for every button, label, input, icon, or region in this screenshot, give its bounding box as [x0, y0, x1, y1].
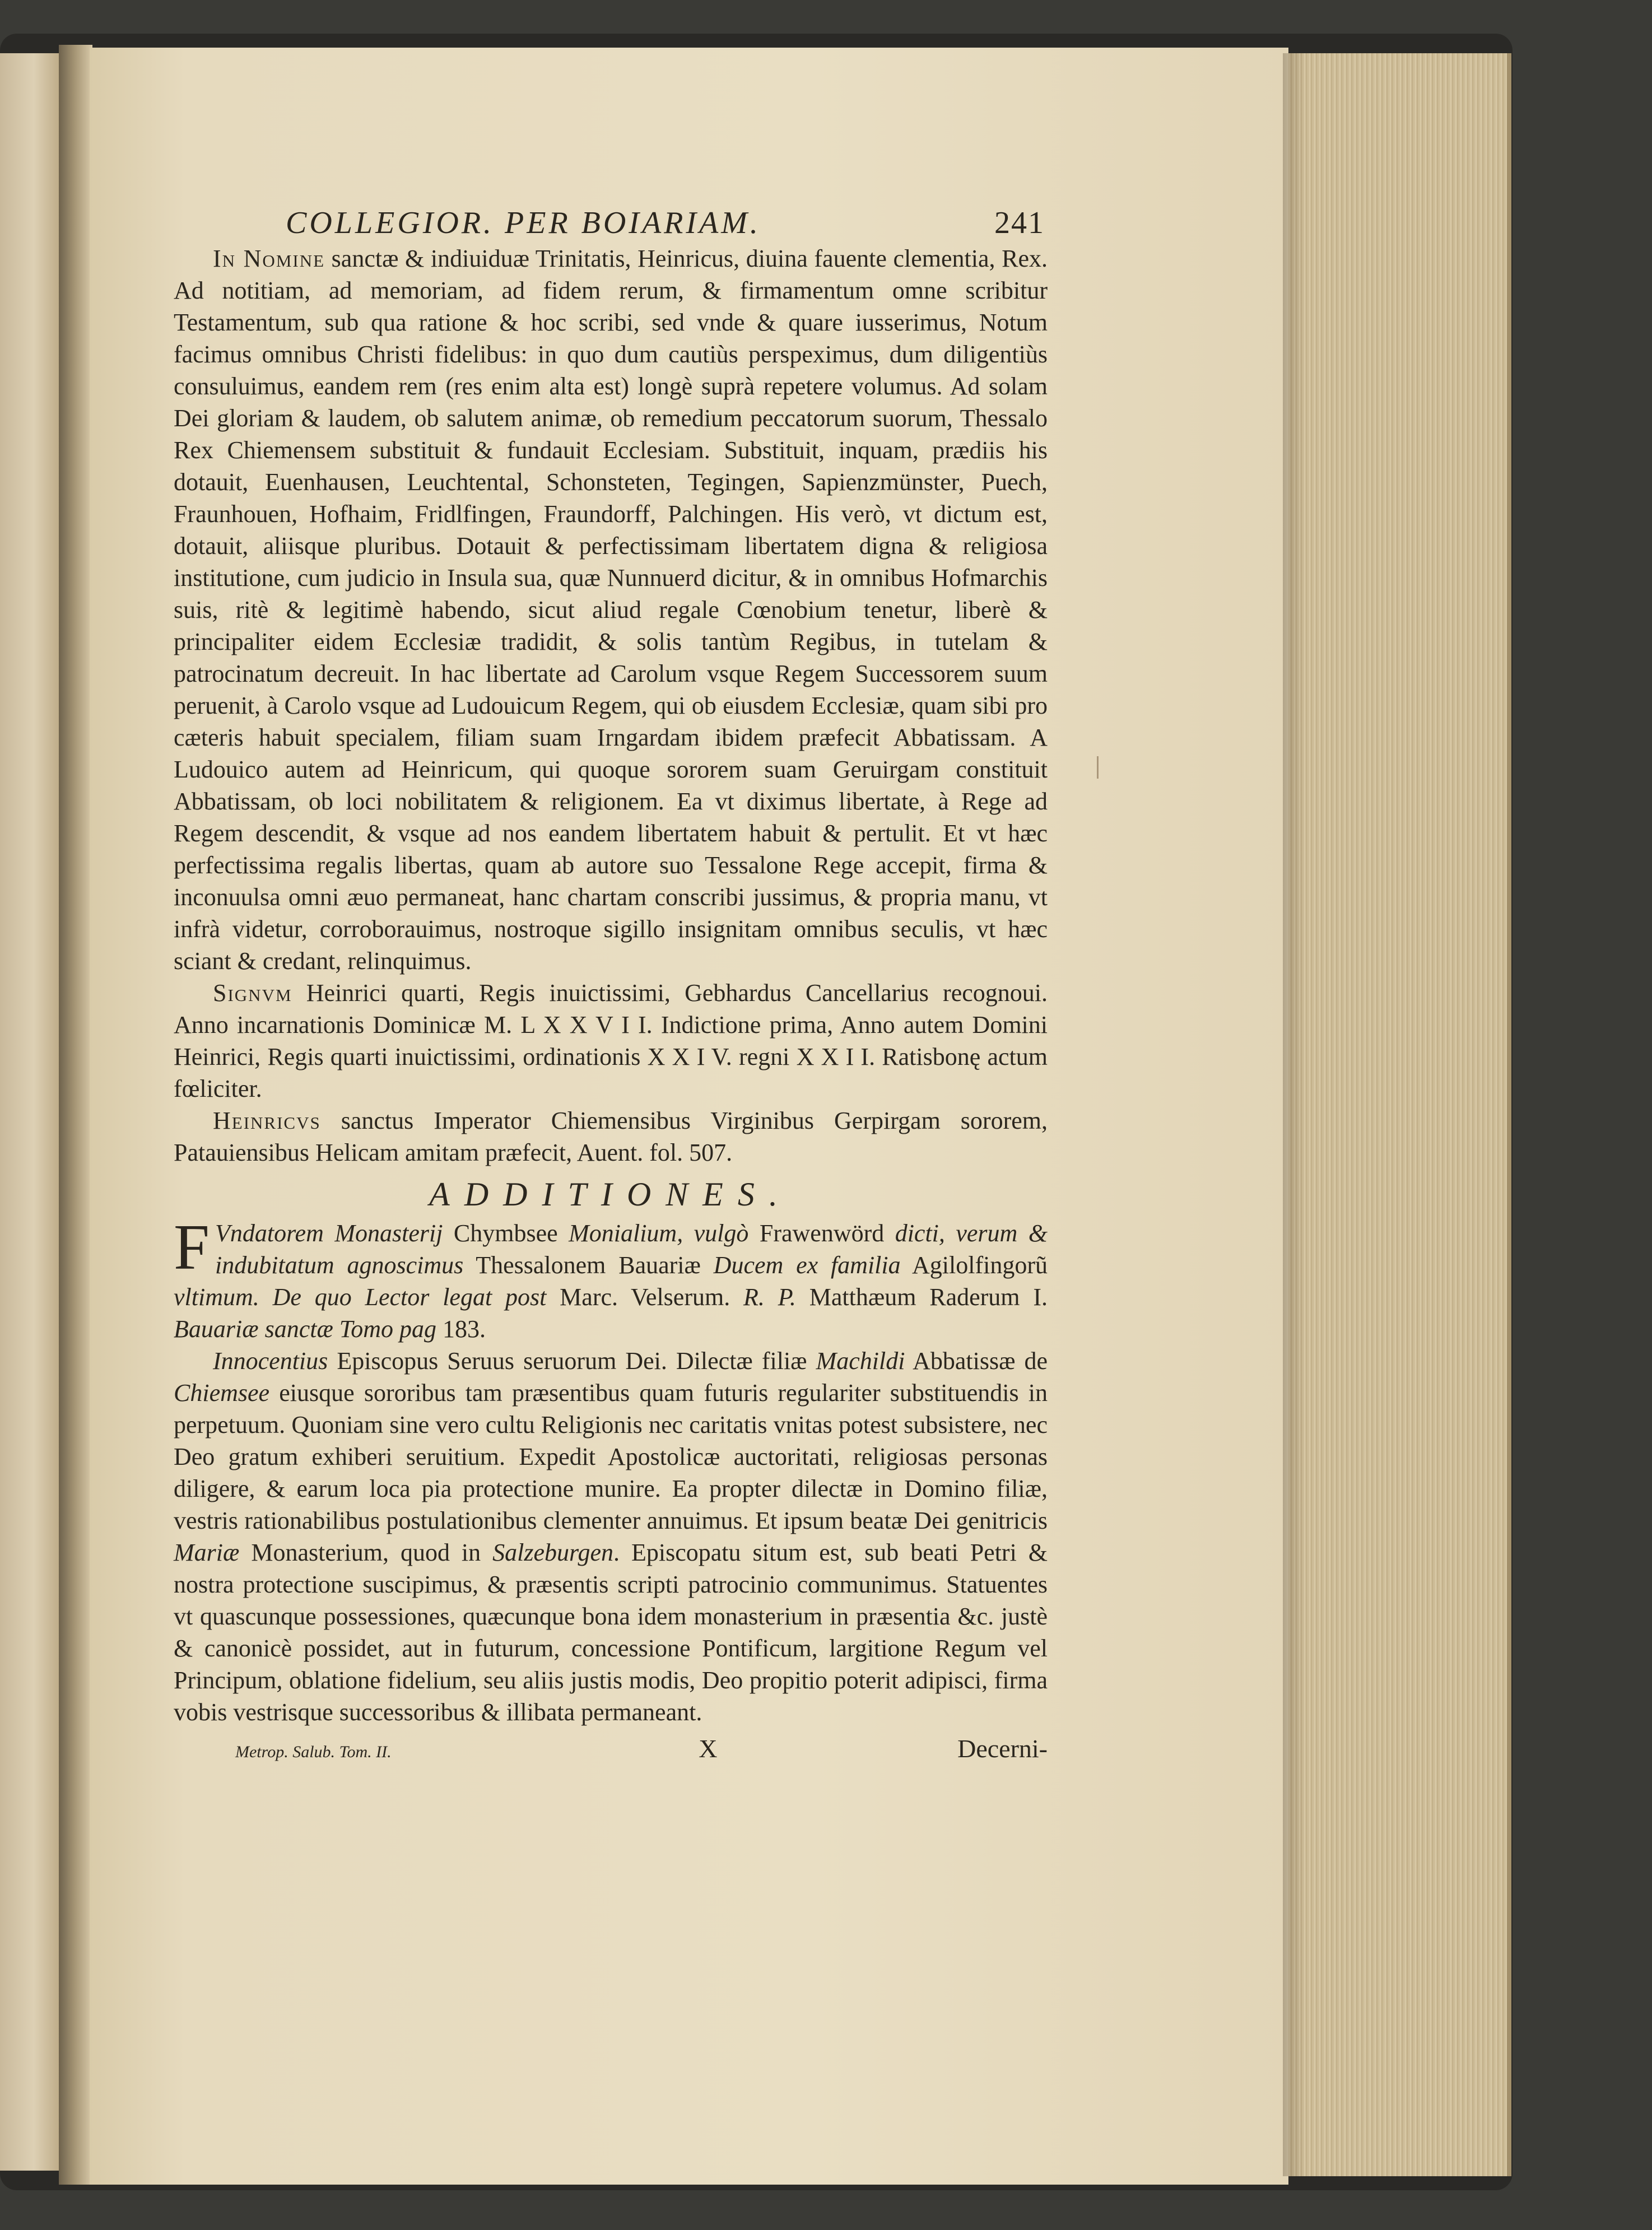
paragraph-body: sanctus Imperator Chiemensibus Virginibus Gerpirgam sororem, Patauiensibus Helicam amitam præfecit, Auent. fol. 507. [174, 1107, 1048, 1166]
paragraph-lead: Signvm [213, 979, 292, 1007]
signature-mark: X [699, 1734, 718, 1763]
paragraph-body: Heinrici quarti, Regis inuictissimi, Gebhardus Cancellarius recognoui. Anno incarnationis Dominicæ M. L X X V I I. Indictione prima, Anno autem Domini Heinrici, Regis quarti inuictissimi, ordinationis X X I V. regni X X I I. Ratisbonę actum fœliciter. [174, 979, 1048, 1102]
charter-paragraph-2 [174, 977, 1048, 1105]
text-run: Frawenwörd [748, 1219, 895, 1247]
text-run: Abbatissæ de [905, 1347, 1048, 1375]
paragraph-body: sanctæ & indiuiduæ Trinitatis, Heinricus, diuina fauente clementia, Rex. Ad notitiam, ad memoriam, ad fidem rerum, & firmamentum omne scribitur Testamentum, sub qua ratione & hoc scribi, sed vnde & quare iusserimus, Notum facimus omnibus Christi fidelibus: in quo dum cautiùs perspeximus, dum diligentiùs consuluimus, eandem rem (res enim alta est) longè suprà repetere volumus. Ad solam Dei gloriam & laudem, ob salutem animæ, ob remedium peccatorum suorum, Thessalo Rex Chiemensem substituit & fundauit Ecclesiam. Substituit, inquam, prædiis his dotauit, Euenhausen, Leuchtental, Schonsteten, Tegingen, Sapienzmünster, Puech, Fraunhouen, Hofhaim, Fridlfingen, Fraundorff, Palchingen. His verò, vt dictum est, dotauit, aliisque pluribus. Dotauit & perfectissimam libertatem digna & religiosa institutione, cum judicio in Insula sua, quæ Nunnuerd dicitur, & in omnibus Hofmarchis suis, ritè & legitimè habendo, sicut aliud regale Cœnobium tenetur, liberè & principaliter eidem Ecclesiæ tradidit, & solis tantùm Regibus, in tutelam & patrocinatum decreuit. In hac libertate ad Carolum vsque Regem Successorem suum peruenit, à Carolo vsque ad Ludouicum Regem, qui ob eiusdem Ecclesiæ, quam sibi pro cæteris habuit specialem, filiam suam Irngardam ibidem præfecit Abbatissam. A Ludouico autem ad Heinricum, qui quoque sororem suam Geruirgam constituit Abbatissam, ob loci nobilitatem & religionem. Ea vt diximus libertate, à Rege ad Regem descendit, & vsque ad nos eandem libertatem habuit & pertulit. Et vt hæc perfectissima regalis libertas, quam ab autore suo Tessalone Rege accepit, firma & inconuulsa omni æuo permaneat, hanc chartam conscribi jussimus, & propria manu, vt infrà videtur, corroborauimus, nostroque sigillo insignitam omnibus seculis, vt hæc sciant & credant, relinquimus. [174, 245, 1048, 975]
paragraph-lead: Heinricvs [213, 1107, 321, 1134]
text-run: eiusque sororibus tam præsentibus quam futuris regulariter substituendis in perpetuum. Quoniam sine vero cultu Religionis nec caritatis vnitas potest subsistere, nec Deo gratum exhiberi seruitium. Expedit Apostolicæ auctoritati, religiosas personas diligere, & earum loca pia protectione munire. Ea propter dilectæ in Domino filiæ, vestris rationabilibus postulationibus clementer annuimus. Et ipsum beatæ Dei genitricis [174, 1379, 1048, 1534]
text-run: Marc. Velserum. [546, 1283, 744, 1311]
catchword: Decerni- [957, 1734, 1048, 1763]
additions-paragraph-2 [174, 1345, 1048, 1728]
text-run: Mariæ [174, 1539, 240, 1566]
signature-line: Metrop. Salub. Tom. II. [235, 1743, 392, 1761]
text-run: R. P. [743, 1283, 796, 1311]
text-run: Agilolfingorũ [900, 1251, 1048, 1279]
running-header [286, 207, 1048, 239]
text-run: Chymbsee [443, 1219, 569, 1247]
text-run: dicti, verum & indubitatum agnoscimus [215, 1219, 1048, 1279]
text-run: Monialium, vulgò [569, 1219, 749, 1247]
page-edge-shadow [1283, 53, 1305, 2176]
page-footer [174, 1733, 1048, 1768]
text-run: vltimum. De quo Lector legat post [174, 1283, 547, 1311]
running-head: COLLEGIOR. PER BOIARIAM. [286, 206, 761, 240]
text-run: Monasterium, quod in [239, 1539, 493, 1566]
text-run: . Episcopatu situm est, sub beati Petri & nostra protectione suscipimus, & præsentis scripti patrocinio communimus. Statuentes vt quascunque possessiones, quæcunque bona idem monasterium in præsentia &c. justè & canonicè possidet, aut in futurum, concessione Pontificum, largitione Regum vel Principum, oblatione fidelium, seu aliis justis modis, Deo propitio poterit adipisci, firma vobis vestrisque successoribus & illibata permaneant. [174, 1539, 1048, 1726]
text-run: Matthæum Raderum I. [795, 1283, 1048, 1311]
text-run: Chiemsee [174, 1379, 270, 1407]
drop-cap: F [174, 1212, 210, 1283]
text-run: 183. [436, 1315, 486, 1343]
charter-paragraph-1 [174, 243, 1048, 977]
page-number: 241 [994, 206, 1045, 240]
text-run: Ducem ex familia [713, 1251, 901, 1279]
text-run: Vndatorem Monasterij [215, 1219, 443, 1247]
text-run: Machildi [816, 1347, 905, 1375]
text-run: Salzeburgen [492, 1539, 614, 1566]
text-run: Episcopus Seruus seruorum Dei. Dilectæ filiæ [328, 1347, 816, 1375]
text-run: Bauariæ sanctæ Tomo pag [174, 1315, 437, 1343]
paragraph-lead: In Nomine [213, 245, 325, 272]
additions-paragraph-1 [174, 1212, 1048, 1345]
book-gutter [59, 45, 92, 2185]
margin-mark [1097, 756, 1099, 779]
page-block-edges [1283, 53, 1511, 2176]
additions-heading: ADDITIONES. [429, 1176, 792, 1213]
text-run: Innocentius [213, 1347, 328, 1375]
text-run: Thessalonem Bauariæ [463, 1251, 714, 1279]
page-text-block [174, 207, 1048, 1768]
left-page-edge [0, 53, 62, 2171]
charter-paragraph-3 [174, 1105, 1048, 1168]
